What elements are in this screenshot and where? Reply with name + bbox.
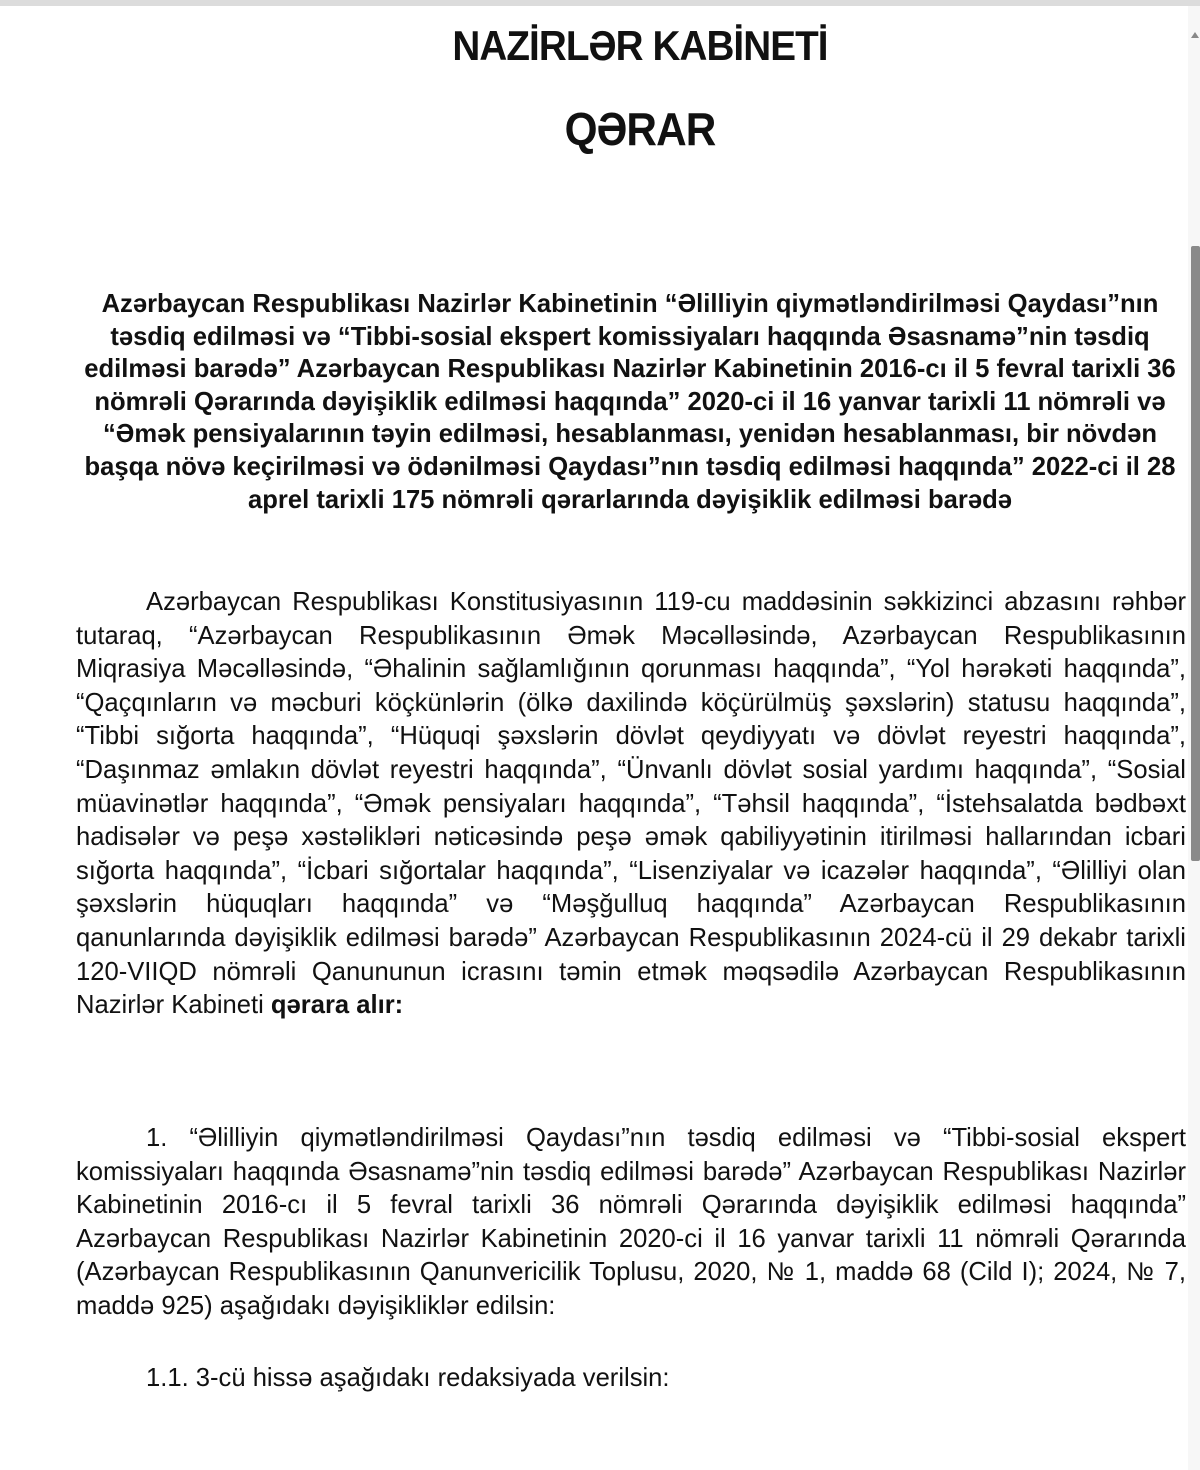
item-1-1-paragraph: 1.1. 3-cü hissə aşağıdakı redaksiyada verilsin: [146, 1364, 670, 1392]
scrollbar-thumb[interactable] [1191, 246, 1200, 861]
document-subject: Azərbaycan Respublikası Nazirlər Kabinetinin “Əlilliyin qiymətləndirilməsi Qaydası”nın təsdiq edilməsi və “Tibbi-sosial ekspert komissiyaları haqqında Əsasnamə”nin təsdiq edilməsi barədə” Azərbaycan Respublikası Nazirlər Kabinetinin 2016-cı il 5 fevral tarixli 36 nömrəli Qərarında dəyişiklik edilməsi haqqında” 2020-ci il 16 yanvar tarixli 11 nömrəli və “Əmək pensiyalarının təyin edilməsi, hesablanması, yenidən hesablanması, bir növdən başqa növə keçirilməsi və ödənilməsi Qaydası”nın təsdiq edilməsi haqqında” 2022-ci il 28 aprel tarixli 175 nömrəli qərarlarında dəyişiklik edilməsi barədə [84, 290, 1176, 514]
document-type-title: QƏRAR [564, 103, 716, 155]
document-organization-title: NAZİRLƏR KABİNETİ [452, 22, 828, 69]
decision-phrase: qərara alır: [270, 991, 404, 1020]
chevron-up-icon[interactable] [1191, 32, 1199, 38]
vertical-scrollbar[interactable] [1188, 6, 1200, 1470]
item-1-paragraph [76, 1122, 1186, 1324]
preamble-paragraph [76, 586, 1186, 1023]
preamble-text: Azərbaycan Respublikası Konstitusiyasının 119-cu maddəsinin səkkizinci abzasını rəhbər tutaraq, “Azərbaycan Respublikasının Əmək Məcəlləsində, Azərbaycan Respublikasının Miqrasiya Məcəlləsində, “Əhalinin sağlamlığının qorunması haqqında”, “Yol hərəkəti haqqında”, “Qaçqınların və məcburi köçkünlərin (ölkə daxilində köçürülmüş şəxslərin) statusu haqqında”, “Tibbi sığorta haqqında”, “Hüquqi şəxslərin dövlət qeydiyyatı və dövlət reyestri haqqında”, “Daşınmaz əmlakın dövlət reyestri haqqında”, “Ünvanlı dövlət sosial yardımı haqqında”, “Sosial müavinətlər haqqında”, “Əmək pensiyaları haqqında”, “Təhsil haqqında”, “İstehsalatda bədbəxt hadisələr və peşə xəstəlikləri nəticəsində peşə əmək qabiliyyətinin itirilməsi hallarından icbari sığorta haqqında”, “İcbari sığortalar haqqında”, “Lisenziyalar və icazələr haqqında”, “Əlilliyi olan şəxslərin hüquqları haqqında” və “Məşğulluq haqqında” Azərbaycan Respublikasının qanunlarında dəyişiklik edilməsi barədə” Azərbaycan Respublikasının 2024-cü il 29 dekabr tarixli 120-VIIQD nömrəli Qanununun icrasını təmin etmək məqsədilə Azərbaycan Respublikasının Nazirlər Kabineti [76, 588, 1186, 1020]
item-1-text: 1. “Əlilliyin qiymətləndirilməsi Qaydası”nın təsdiq edilməsi və “Tibbi-sosial ekspert komissiyaları haqqında Əsasnamə”nin təsdiq edilməsi barədə” Azərbaycan Respublikası Nazirlər Kabinetinin 2016-cı il 5 fevral tarixli 36 nömrəli Qərarında dəyişiklik edilməsi haqqında” Azərbaycan Respublikası Nazirlər Kabinetinin 2020-ci il 16 yanvar tarixli 11 nömrəli Qərarında (Azərbaycan Respublikasının Qanunvericilik Toplusu, 2020, № 1, maddə 68 (Cild I); 2024, № 7, maddə 925) aşağıdakı dəyişikliklər edilsin: [76, 1124, 1186, 1320]
document-page [0, 6, 1186, 1470]
